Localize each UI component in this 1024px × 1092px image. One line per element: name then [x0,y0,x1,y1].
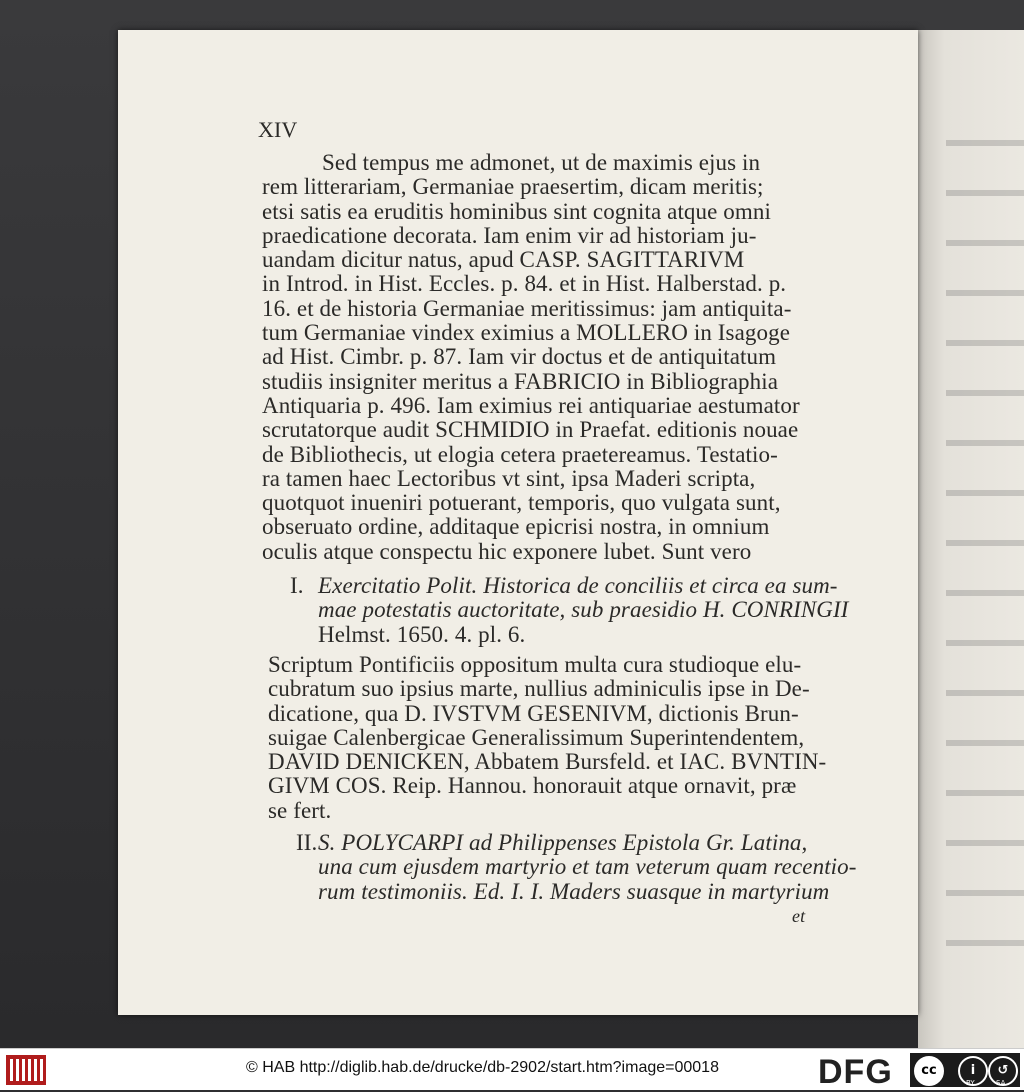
body-line: studiis insigniter meritus a FABRICIO in Bibliographia [262,368,779,394]
attribution-icon: i [958,1056,988,1086]
body-line: tum Germaniae vindex eximius a MOLLERO in Isagoge [262,320,791,346]
entry-title: Exercitatio Polit. Historica de conciliis et circa ea sum- [318,573,838,598]
commentary-line: se fert. [268,797,332,823]
bibliography-entry-2 [296,831,857,904]
body-line: scrutatorque audit SCHMIDIO in Praefat. editionis nouae [262,417,799,443]
commentary-line: suigae Calenbergicae Generalissimum Superintendentem, [268,724,805,750]
cc-icon: cc [914,1056,944,1086]
entry-1-commentary [268,653,826,823]
cc-license-badge[interactable] [910,1053,1020,1087]
entry-line: mae potestatis auctoritate, sub praesidio H. CONRINGII [318,597,849,623]
commentary-line: Scriptum Pontificiis oppositum multa cura studioque elu- [268,652,802,677]
catchword: et [792,906,806,926]
dfg-logo[interactable]: DFG [818,1053,893,1091]
entry-title: S. POLYCARPI ad Philippenses Epistola Gr. Latina, [318,830,808,855]
body-line: de Bibliothecis, ut elogia cetera praetereamus. Testatio- [262,441,778,467]
body-line: etsi satis ea eruditis hominibus sint cognita atque omni [262,198,771,224]
body-line: Antiquaria p. 496. Iam eximius rei antiquariae aestumator [262,392,800,418]
body-line: in Introd. in Hist. Eccles. p. 84. et in Hist. Halberstad. p. [262,271,787,297]
cc-sa-label: SA [996,1079,1006,1087]
body-line: Sed tempus me admonet, ut de maximis ejus in [322,150,761,175]
commentary-line: DAVID DENICKEN, Abbatem Bursfeld. et IAC. BVNTIN- [268,749,827,775]
hab-library-logo[interactable] [6,1055,46,1085]
entry-line: una cum ejusdem martyrio et tam veterum quam recentio- [318,854,857,880]
commentary-line: dicatione, qua D. IVSTVM GESENIVM, dictionis Brun- [268,700,799,726]
cc-by-label: BY [966,1079,975,1087]
body-line: ra tamen haec Lectoribus vt sint, ipsa Maderi scripta, [262,465,756,491]
body-paragraph [262,151,800,564]
body-line: uandam dicitur natus, apud CASP. SAGITTARIVM [262,247,745,273]
body-line: praedicatione decorata. Iam enim vir ad historiam ju- [262,222,757,248]
body-line: 16. et de historia Germaniae meritissimus: jam antiquita- [262,295,792,321]
entry-line: rum testimoniis. Ed. I. I. Maders suasque in martyrium [318,878,830,904]
body-line: rem litterariam, Germaniae praesertim, dicam meritis; [262,174,764,200]
body-line: ad Hist. Cimbr. p. 87. Iam vir doctus et de antiquitatum [262,344,777,370]
share-alike-icon: ↺ [988,1056,1018,1086]
body-line: obseruato ordine, additaque epicrisi nostra, in omnium [262,514,770,540]
commentary-line: GIVM COS. Reip. Hannou. honorauit atque ornavit, præ [268,773,797,799]
entry-imprint: Helmst. 1650. 4. pl. 6. [318,621,526,647]
viewer-footer [0,1048,1024,1090]
page-header-roman-numeral: XIV [258,117,298,142]
entry-number: I. [290,573,304,598]
bibliography-entry-1 [290,574,849,647]
commentary-line: cubratum suo ipsius marte, nullius adminiculis ipse in De- [268,676,810,702]
entry-line [296,831,857,855]
body-line: oculis atque conspectu hic exponere lubet. Sunt vero [262,538,752,564]
body-line: quotquot inueniri potuerant, temporis, quo vulgata sunt, [262,490,781,516]
entry-line [290,574,849,598]
copyright-link[interactable]: © HAB http://diglib.hab.de/drucke/db-2902/start.htm?image=00018 [246,1059,719,1076]
entry-number: II. [296,830,318,855]
facing-page-edge [918,30,1024,1048]
